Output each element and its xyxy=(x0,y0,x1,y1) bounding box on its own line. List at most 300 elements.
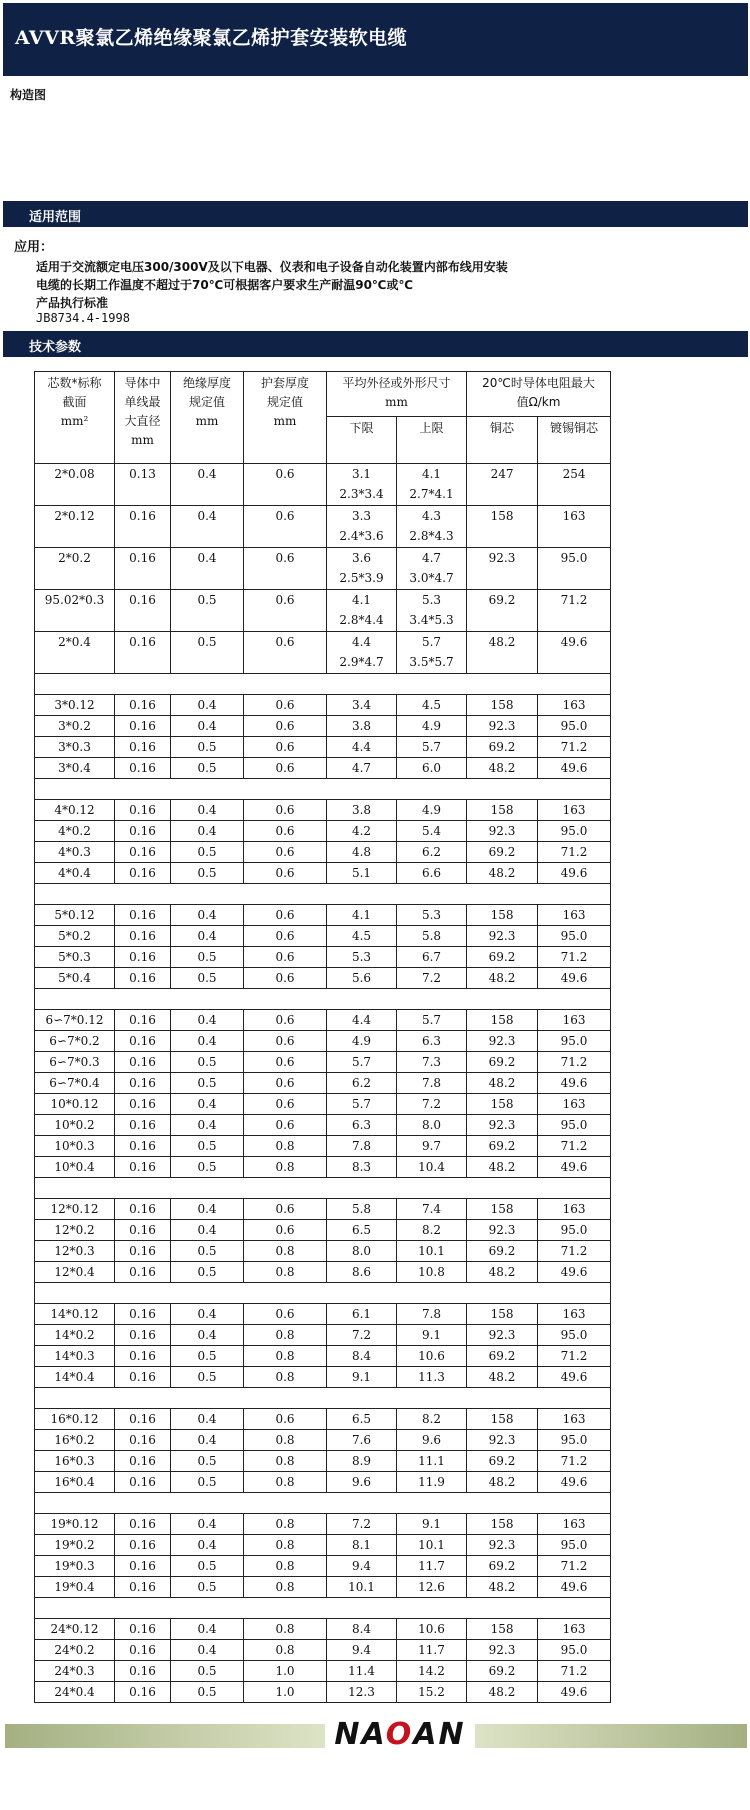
table-cell xyxy=(115,1577,171,1598)
cell-value: 71.2 xyxy=(560,950,588,964)
cell-value: 0.16 xyxy=(129,1538,156,1552)
table-spacer-row xyxy=(35,779,611,800)
cell-value: 8.4 xyxy=(351,1622,372,1636)
table-row xyxy=(35,842,611,863)
cell-value: 0.8 xyxy=(275,1622,295,1636)
cell-value: 0.5 xyxy=(197,740,217,754)
table-cell xyxy=(397,590,467,632)
table-cell xyxy=(397,1052,467,1073)
table-cell xyxy=(397,1619,467,1640)
table-row xyxy=(35,1430,611,1451)
cell-value: 71.2 xyxy=(560,1664,588,1678)
cell-value: 7.2 xyxy=(421,1097,442,1111)
cell-value-shape: 2.3*3.4 xyxy=(339,487,384,501)
cell-value: 7.4 xyxy=(421,1202,442,1216)
cell-value: 0.16 xyxy=(129,593,156,607)
cell-value: 0.5 xyxy=(197,593,217,607)
cell-value: 48.2 xyxy=(488,761,516,775)
table-cell xyxy=(397,1514,467,1535)
table-cell xyxy=(35,1262,115,1283)
cell-value: 9.1 xyxy=(421,1517,442,1531)
cell-value: 4.7 xyxy=(421,551,442,565)
table-cell xyxy=(397,737,467,758)
table-row xyxy=(35,1661,611,1682)
cell-value: 69.2 xyxy=(488,740,516,754)
table-cell xyxy=(115,1136,171,1157)
cell-value: 158 xyxy=(490,1013,514,1027)
table-cell xyxy=(171,1661,244,1682)
table-cell xyxy=(538,863,611,884)
cell-value: 158 xyxy=(490,1202,514,1216)
table-row xyxy=(35,821,611,842)
table-cell xyxy=(35,695,115,716)
title-banner xyxy=(3,3,748,76)
cell-value: 0.16 xyxy=(129,1244,156,1258)
cell-value: 0.16 xyxy=(129,1013,156,1027)
table-cell xyxy=(244,464,327,506)
table-cell xyxy=(397,1451,467,1472)
table-cell xyxy=(327,1199,397,1220)
table-cell xyxy=(467,1031,538,1052)
cell-value: 48.2 xyxy=(488,866,516,880)
table-row xyxy=(35,1472,611,1493)
table-cell xyxy=(244,1367,327,1388)
spacer-cell xyxy=(35,1283,611,1304)
table-cell xyxy=(538,590,611,632)
table-cell xyxy=(171,1535,244,1556)
table-cell xyxy=(397,1010,467,1031)
table-cell xyxy=(171,1430,244,1451)
cell-value: 10.8 xyxy=(418,1265,445,1279)
cell-value: 0.8 xyxy=(275,1328,295,1342)
table-cell xyxy=(467,1577,538,1598)
table-cell xyxy=(171,506,244,548)
table-cell xyxy=(397,1199,467,1220)
table-cell xyxy=(35,842,115,863)
cell-value: 49.6 xyxy=(560,1685,588,1699)
table-cell xyxy=(467,1556,538,1577)
cell-value: 0.8 xyxy=(275,1475,295,1489)
table-cell xyxy=(538,1556,611,1577)
table-cell xyxy=(244,1430,327,1451)
table-cell xyxy=(244,1409,327,1430)
cell-value: 71.2 xyxy=(560,1139,588,1153)
table-cell xyxy=(538,1409,611,1430)
cell-value: 14*0.2 xyxy=(54,1328,95,1342)
cell-value: 12*0.2 xyxy=(54,1223,95,1237)
table-cell xyxy=(244,695,327,716)
table-cell xyxy=(115,1451,171,1472)
cell-value: 4.3 xyxy=(421,509,442,523)
table-cell xyxy=(327,863,397,884)
table-cell xyxy=(467,842,538,863)
table-cell xyxy=(115,1346,171,1367)
cell-value: 48.2 xyxy=(488,1265,516,1279)
cell-value: 158 xyxy=(490,1622,514,1636)
cell-value: 0.16 xyxy=(129,740,156,754)
table-cell xyxy=(467,1514,538,1535)
table-cell xyxy=(171,1514,244,1535)
cell-value: 0.6 xyxy=(275,635,295,649)
table-cell xyxy=(244,926,327,947)
table-cell xyxy=(327,1157,397,1178)
cell-value: 0.6 xyxy=(275,740,295,754)
cell-value: 48.2 xyxy=(488,1475,516,1489)
table-cell xyxy=(327,632,397,674)
cell-value: 24*0.4 xyxy=(54,1685,95,1699)
table-cell xyxy=(397,1661,467,1682)
table-cell xyxy=(538,1535,611,1556)
cell-value: 71.2 xyxy=(560,593,588,607)
cell-value: 0.6 xyxy=(275,845,295,859)
cell-value: 16*0.4 xyxy=(54,1475,95,1489)
table-cell xyxy=(35,905,115,926)
table-cell xyxy=(171,1262,244,1283)
header-copper: 铜芯 xyxy=(467,417,538,464)
table-cell xyxy=(35,1535,115,1556)
table-cell xyxy=(467,926,538,947)
table-cell xyxy=(244,1304,327,1325)
cell-value: 0.16 xyxy=(129,1370,156,1384)
cell-value: 5.6 xyxy=(351,971,372,985)
table-cell xyxy=(538,1577,611,1598)
table-cell xyxy=(115,632,171,674)
cell-value: 6∽7*0.12 xyxy=(45,1013,104,1027)
cell-value: 0.4 xyxy=(197,803,217,817)
cell-value: 0.4 xyxy=(197,1034,217,1048)
cell-value: 7.6 xyxy=(351,1433,372,1447)
footer-band-left xyxy=(5,1724,325,1748)
header-unit: mm xyxy=(195,414,219,428)
cell-value: 15.2 xyxy=(418,1685,445,1699)
table-row xyxy=(35,548,611,590)
cell-value: 2*0.08 xyxy=(54,467,95,481)
cell-value-shape: 3.4*5.3 xyxy=(409,613,454,627)
table-row xyxy=(35,716,611,737)
table-cell xyxy=(538,1661,611,1682)
cell-value-shape: 2.9*4.7 xyxy=(339,655,384,669)
table-cell xyxy=(171,1577,244,1598)
table-cell xyxy=(467,1220,538,1241)
table-cell xyxy=(35,1136,115,1157)
table-cell xyxy=(171,1094,244,1115)
cell-value: 0.13 xyxy=(129,467,156,481)
cell-value: 0.16 xyxy=(129,1160,156,1174)
cell-value: 19*0.4 xyxy=(54,1580,95,1594)
header-insulation-thickness xyxy=(171,372,244,464)
cell-value: 48.2 xyxy=(488,971,516,985)
cell-value: 24*0.2 xyxy=(54,1643,95,1657)
table-cell xyxy=(115,1304,171,1325)
table-cell xyxy=(397,1577,467,1598)
cell-value: 3.1 xyxy=(351,467,372,481)
table-cell xyxy=(115,1661,171,1682)
cell-value: 0.4 xyxy=(197,1517,217,1531)
cell-value: 11.7 xyxy=(418,1643,445,1657)
cell-value: 4.4 xyxy=(351,635,372,649)
table-cell xyxy=(538,1325,611,1346)
table-cell xyxy=(115,1052,171,1073)
cell-value: 0.6 xyxy=(275,1076,295,1090)
cell-value-shape: 3.5*5.7 xyxy=(409,655,454,669)
table-cell xyxy=(171,905,244,926)
cell-value: 3*0.12 xyxy=(54,698,95,712)
table-cell xyxy=(538,506,611,548)
table-row xyxy=(35,1052,611,1073)
table-cell xyxy=(327,1241,397,1262)
table-cell xyxy=(171,1241,244,1262)
cell-value: 3*0.4 xyxy=(58,761,91,775)
cell-value: 5.7 xyxy=(421,740,442,754)
table-cell xyxy=(538,968,611,989)
table-cell xyxy=(244,1325,327,1346)
table-cell xyxy=(467,1115,538,1136)
spacer-cell xyxy=(35,1178,611,1199)
cell-value: 6.5 xyxy=(351,1223,372,1237)
cell-value: 69.2 xyxy=(488,1055,516,1069)
cell-value: 0.4 xyxy=(197,1013,217,1027)
header-text: 护套厚度 xyxy=(260,376,309,390)
table-cell xyxy=(397,1472,467,1493)
cell-value: 12*0.12 xyxy=(50,1202,99,1216)
cell-value: 0.4 xyxy=(197,467,217,481)
header-upper-limit: 上限 xyxy=(397,417,467,464)
cell-value: 0.6 xyxy=(275,971,295,985)
table-cell xyxy=(538,1157,611,1178)
table-row xyxy=(35,1325,611,1346)
cell-value: 8.2 xyxy=(421,1223,442,1237)
table-row xyxy=(35,1031,611,1052)
cell-value: 0.16 xyxy=(129,1454,156,1468)
cell-value: 0.5 xyxy=(197,950,217,964)
table-cell xyxy=(171,548,244,590)
header-sheath-thickness xyxy=(244,372,327,464)
table-cell xyxy=(171,1136,244,1157)
table-cell xyxy=(171,758,244,779)
table-cell xyxy=(397,716,467,737)
table-cell xyxy=(244,1262,327,1283)
table-row xyxy=(35,1094,611,1115)
table-row xyxy=(35,758,611,779)
cell-value: 9.7 xyxy=(421,1139,442,1153)
cell-value: 3.4 xyxy=(351,698,372,712)
table-cell xyxy=(115,1010,171,1031)
table-cell xyxy=(115,1073,171,1094)
header-text: 值Ω/km xyxy=(516,395,561,409)
table-cell xyxy=(171,1220,244,1241)
table-cell xyxy=(397,1409,467,1430)
table-cell xyxy=(327,737,397,758)
cell-value: 71.2 xyxy=(560,1055,588,1069)
table-cell xyxy=(327,1430,397,1451)
cell-value: 0.5 xyxy=(197,1664,217,1678)
cell-value: 10.6 xyxy=(418,1349,445,1363)
table-row xyxy=(35,1010,611,1031)
table-cell xyxy=(244,1157,327,1178)
table-cell xyxy=(538,1514,611,1535)
table-cell xyxy=(115,1325,171,1346)
cell-value: 158 xyxy=(490,698,514,712)
table-row xyxy=(35,1619,611,1640)
header-text: 大直径 xyxy=(124,414,161,428)
table-cell xyxy=(467,590,538,632)
cell-value: 24*0.3 xyxy=(54,1664,95,1678)
cell-value: 0.16 xyxy=(129,950,156,964)
table-cell xyxy=(538,1451,611,1472)
cell-value: 0.4 xyxy=(197,1328,217,1342)
table-cell xyxy=(115,800,171,821)
page-title: AVVR聚氯乙烯绝缘聚氯乙烯护套安装软电缆 xyxy=(15,27,408,49)
table-row xyxy=(35,1640,611,1661)
table-cell xyxy=(538,1367,611,1388)
table-cell xyxy=(115,1031,171,1052)
table-cell xyxy=(35,947,115,968)
cell-value: 3.3 xyxy=(351,509,372,523)
table-cell xyxy=(35,1304,115,1325)
table-cell xyxy=(397,1535,467,1556)
table-cell xyxy=(327,1619,397,1640)
cell-value: 0.16 xyxy=(129,698,156,712)
cell-value: 4.8 xyxy=(351,845,372,859)
cell-value: 10*0.3 xyxy=(54,1139,95,1153)
table-cell xyxy=(327,1367,397,1388)
cell-value: 158 xyxy=(490,509,514,523)
cell-value: 0.16 xyxy=(129,971,156,985)
table-cell xyxy=(327,695,397,716)
cell-value: 3.8 xyxy=(351,719,372,733)
structure-label: 构造图 xyxy=(10,88,47,102)
table-cell xyxy=(115,590,171,632)
table-cell xyxy=(115,947,171,968)
table-row xyxy=(35,1115,611,1136)
cell-value: 49.6 xyxy=(560,1580,588,1594)
table-cell xyxy=(244,737,327,758)
table-cell xyxy=(35,1472,115,1493)
table-cell xyxy=(538,1010,611,1031)
cell-value: 6.1 xyxy=(351,1307,372,1321)
cell-value: 2*0.2 xyxy=(58,551,91,565)
table-cell xyxy=(244,1661,327,1682)
cell-value: 4.5 xyxy=(421,698,442,712)
table-cell xyxy=(327,842,397,863)
table-row xyxy=(35,1577,611,1598)
table-cell xyxy=(171,1115,244,1136)
table-cell xyxy=(115,548,171,590)
cell-value: 6.3 xyxy=(351,1118,372,1132)
table-cell xyxy=(171,1409,244,1430)
table-cell xyxy=(467,1073,538,1094)
table-cell xyxy=(538,947,611,968)
table-cell xyxy=(244,1640,327,1661)
cell-value: 11.3 xyxy=(418,1370,445,1384)
cell-value: 0.16 xyxy=(129,1328,156,1342)
cell-value: 19*0.2 xyxy=(54,1538,95,1552)
table-cell xyxy=(538,905,611,926)
table-cell xyxy=(327,1136,397,1157)
table-cell xyxy=(397,947,467,968)
cell-value: 6∽7*0.2 xyxy=(49,1034,100,1048)
table-cell xyxy=(244,947,327,968)
cell-value: 95.0 xyxy=(560,1643,588,1657)
cell-value: 12.3 xyxy=(348,1685,375,1699)
cell-value: 0.16 xyxy=(129,1685,156,1699)
table-cell xyxy=(538,737,611,758)
cell-value: 6∽7*0.4 xyxy=(49,1076,100,1090)
cell-value: 0.8 xyxy=(275,1559,295,1573)
header-text: 平均外径或外形尺寸 xyxy=(342,376,451,390)
table-cell xyxy=(115,1115,171,1136)
table-cell xyxy=(327,1556,397,1577)
table-cell xyxy=(35,1430,115,1451)
cell-value: 92.3 xyxy=(488,1034,516,1048)
cell-value: 69.2 xyxy=(488,1244,516,1258)
table-cell xyxy=(397,926,467,947)
cell-value: 4*0.4 xyxy=(58,866,91,880)
cell-value: 4.1 xyxy=(351,593,372,607)
table-cell xyxy=(467,695,538,716)
table-cell xyxy=(397,506,467,548)
table-row xyxy=(35,1556,611,1577)
table-cell xyxy=(244,1136,327,1157)
cell-value: 1.0 xyxy=(275,1664,295,1678)
table-cell xyxy=(171,1010,244,1031)
table-cell xyxy=(35,1220,115,1241)
cell-value: 0.5 xyxy=(197,1139,217,1153)
cell-value: 5.8 xyxy=(421,929,442,943)
cell-value: 10*0.12 xyxy=(50,1097,99,1111)
cell-value: 5.3 xyxy=(421,908,442,922)
table-cell xyxy=(244,1346,327,1367)
cell-value: 48.2 xyxy=(488,1076,516,1090)
table-cell xyxy=(35,632,115,674)
table-cell xyxy=(244,590,327,632)
table-row xyxy=(35,1073,611,1094)
table-cell xyxy=(327,1535,397,1556)
table-cell xyxy=(115,1514,171,1535)
table-cell xyxy=(327,1094,397,1115)
cell-value: 5.7 xyxy=(351,1097,372,1111)
table-cell xyxy=(327,1010,397,1031)
table-row xyxy=(35,1409,611,1430)
cell-value: 0.5 xyxy=(197,1559,217,1573)
table-cell xyxy=(327,1472,397,1493)
cell-value: 49.6 xyxy=(560,1160,588,1174)
table-cell xyxy=(115,905,171,926)
cell-value: 0.16 xyxy=(129,1223,156,1237)
table-cell xyxy=(244,1199,327,1220)
cell-value: 71.2 xyxy=(560,845,588,859)
table-cell xyxy=(327,800,397,821)
cell-value: 0.6 xyxy=(275,761,295,775)
cell-value: 6.0 xyxy=(421,761,442,775)
cell-value-shape: 3.0*4.7 xyxy=(409,571,454,585)
cell-value: 95.0 xyxy=(560,824,588,838)
cell-value: 0.4 xyxy=(197,824,217,838)
table-cell xyxy=(244,863,327,884)
cell-value: 49.6 xyxy=(560,1265,588,1279)
cell-value: 0.16 xyxy=(129,551,156,565)
cell-value-shape: 2.4*3.6 xyxy=(339,529,384,543)
table-cell xyxy=(397,1031,467,1052)
cell-value: 3*0.2 xyxy=(58,719,91,733)
table-cell xyxy=(115,464,171,506)
table-cell xyxy=(35,1577,115,1598)
cell-value: 0.6 xyxy=(275,719,295,733)
cell-value: 10.6 xyxy=(418,1622,445,1636)
cell-value: 163 xyxy=(562,1412,586,1426)
usage-line-3: 产品执行标准 xyxy=(36,296,109,310)
table-spacer-row xyxy=(35,989,611,1010)
